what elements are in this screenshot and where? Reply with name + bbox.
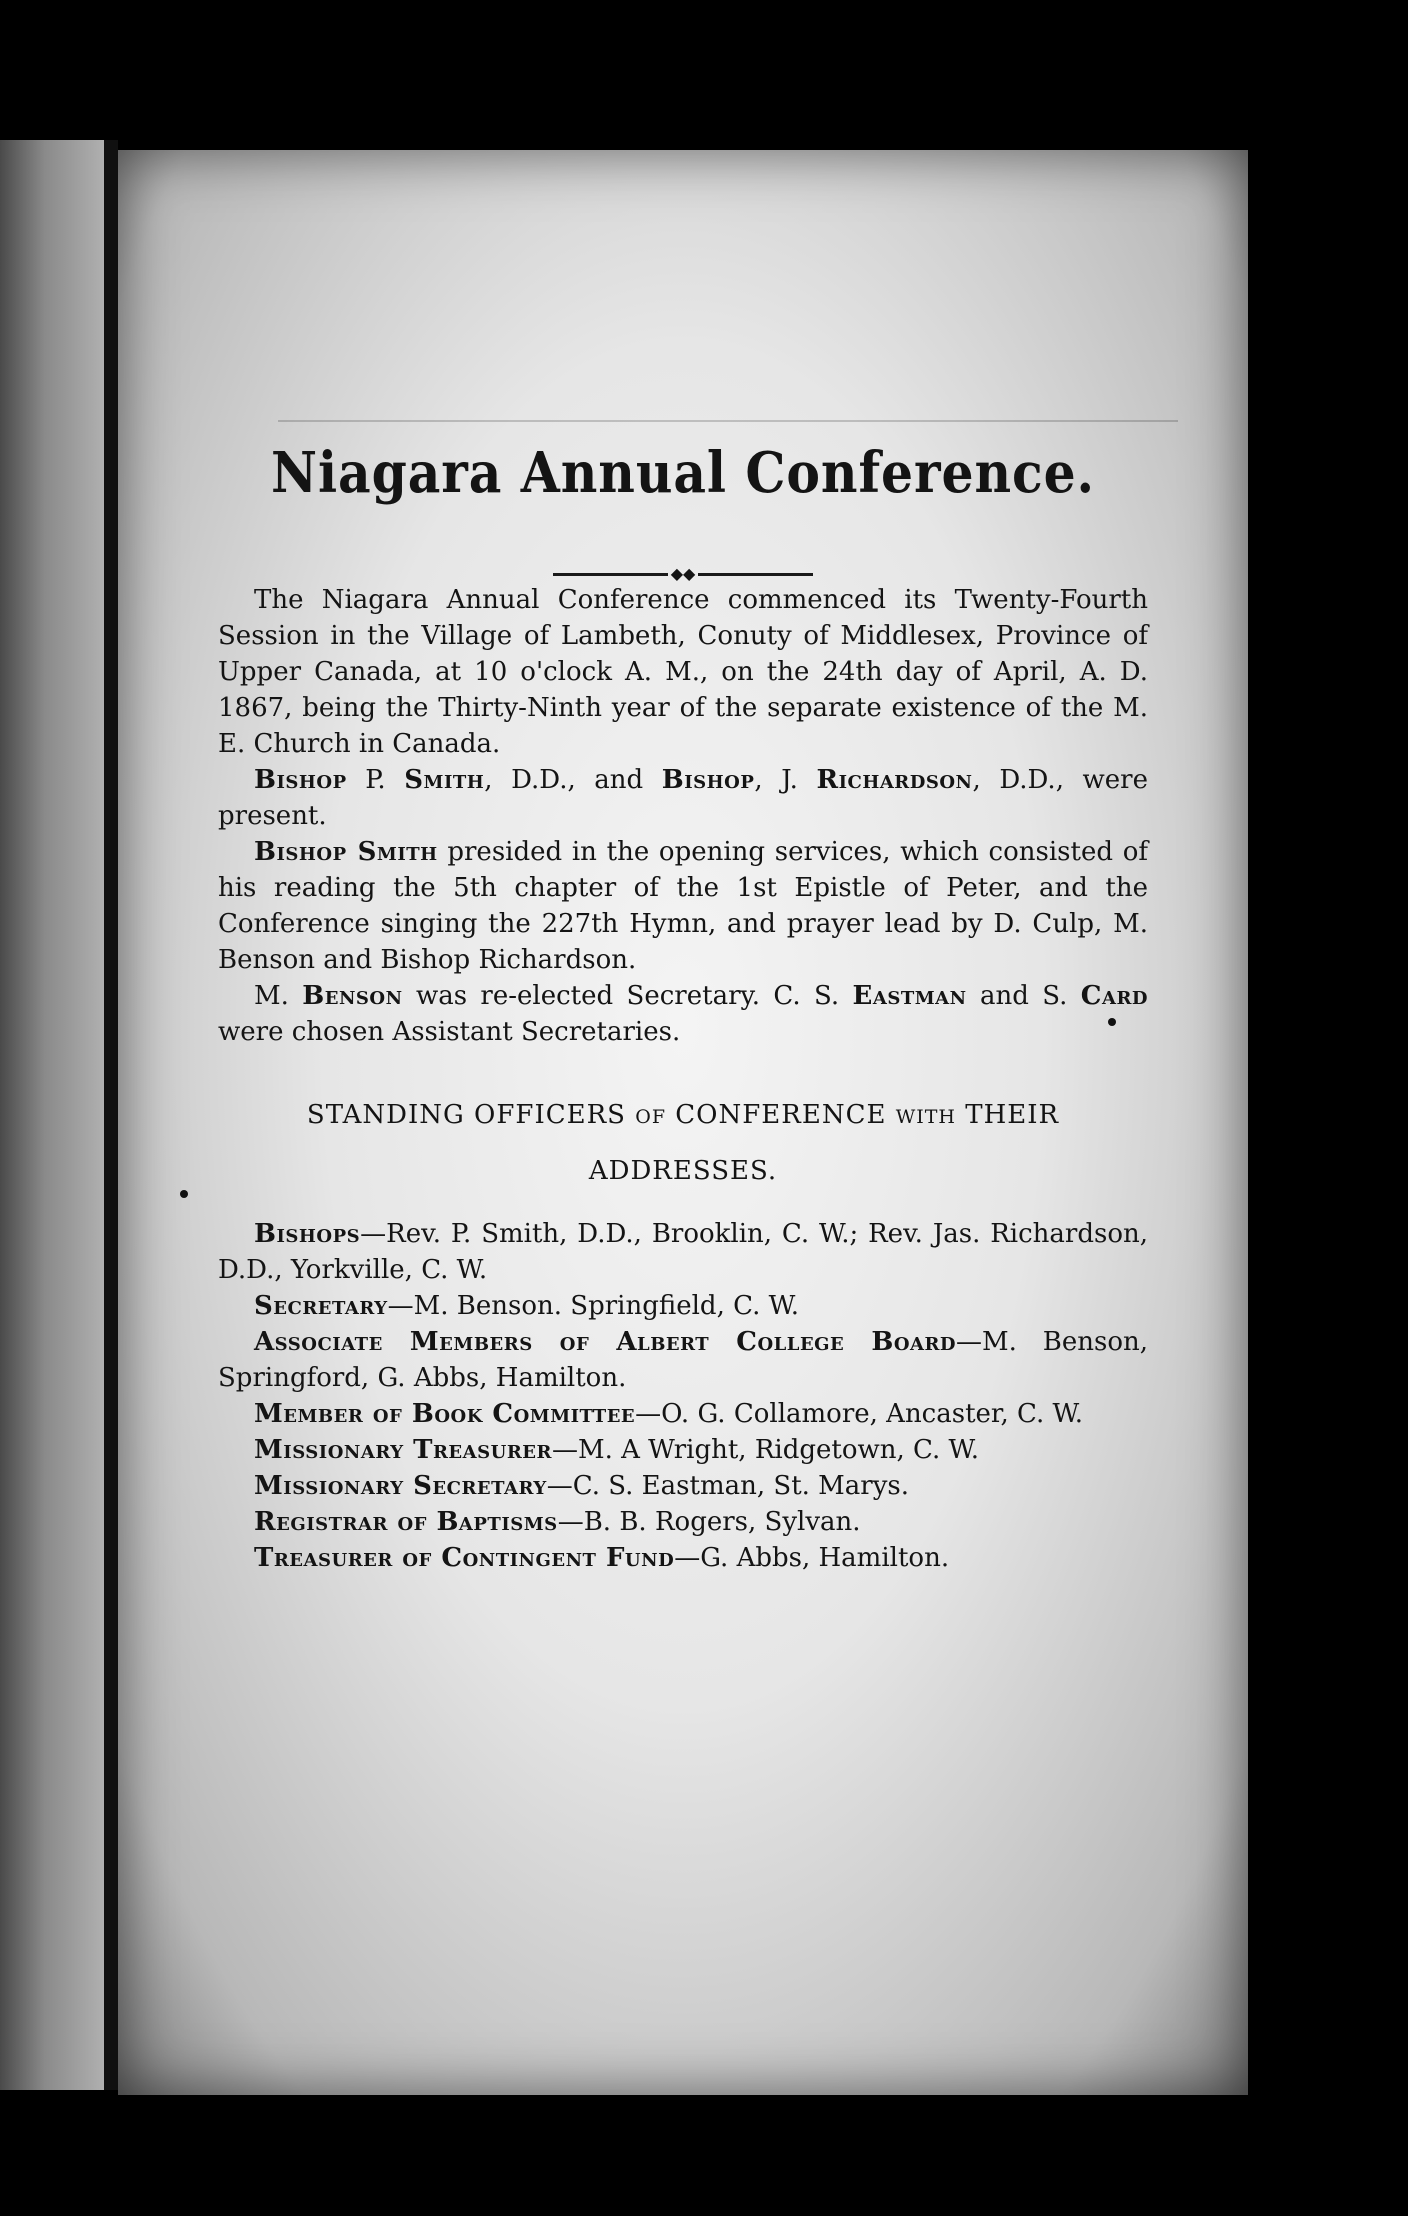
officer-entry: Registrar of Baptisms—B. B. Rogers, Sylvan. bbox=[254, 1507, 861, 1537]
page-content bbox=[218, 440, 1148, 1576]
paragraph-opening-services: Bishop Smith presided in the opening services, which consisted of his reading the 5th chapter of the 1st Epistle of Peter, and the Conference singing the 227th Hymn, and prayer lead by D. Culp, M. Benson and Bishop Richardson. bbox=[218, 837, 1148, 975]
paragraph-opening: The Niagara Annual Conference commenced its Twenty-Fourth Session in the Village of Lambeth, Conuty of Middlesex, Province of Upper Canada, at 10 o'clock A. M., on the 24th day of April, A. D. 1867, being the Thirty-Ninth year of the separate existence of the M. E. Church in Canada. bbox=[218, 585, 1148, 759]
officers-list bbox=[218, 1216, 1148, 1576]
officer-entry: Missionary Secretary—C. S. Eastman, St. Marys. bbox=[254, 1471, 910, 1501]
officer-entry: Treasurer of Contingent Fund—G. Abbs, Hamilton. bbox=[254, 1543, 950, 1573]
officer-entry: Missionary Treasurer—M. A Wright, Ridgetown, C. W. bbox=[254, 1435, 979, 1465]
officer-entry: Associate Members of Albert College Board—M. Benson, Springford, G. Abbs, Hamilton. bbox=[218, 1327, 1148, 1393]
officer-entry: Secretary—M. Benson. Springfield, C. W. bbox=[254, 1291, 800, 1321]
facing-page-edge bbox=[0, 140, 112, 2090]
ink-speck bbox=[1108, 1018, 1116, 1026]
paragraph-bishops-present: Bishop P. Smith, D.D., and Bishop, J. Richardson, D.D., were present. bbox=[218, 765, 1148, 831]
document-page bbox=[118, 150, 1248, 2095]
paragraph-secretaries: M. Benson was re-elected Secretary. C. S. Eastman and S. Card were chosen Assistant Secretaries. bbox=[218, 981, 1149, 1047]
bleed-through-rule bbox=[278, 420, 1178, 422]
ink-speck bbox=[180, 1190, 188, 1198]
title-ornament-rule: ◆◆ bbox=[553, 566, 813, 582]
section-heading: STANDING OFFICERS OF CONFERENCE WITH THEIR ADDRESSES. bbox=[306, 1100, 1060, 1186]
officer-entry: Bishops—Rev. P. Smith, D.D., Brooklin, C. W.; Rev. Jas. Richardson, D.D., Yorkville, C. W. bbox=[218, 1219, 1148, 1285]
officer-entry: Member of Book Committee—O. G. Collamore, Ancaster, C. W. bbox=[254, 1399, 1083, 1429]
page-title: Niagara Annual Conference. bbox=[270, 440, 1095, 506]
book-spine bbox=[104, 140, 118, 2090]
